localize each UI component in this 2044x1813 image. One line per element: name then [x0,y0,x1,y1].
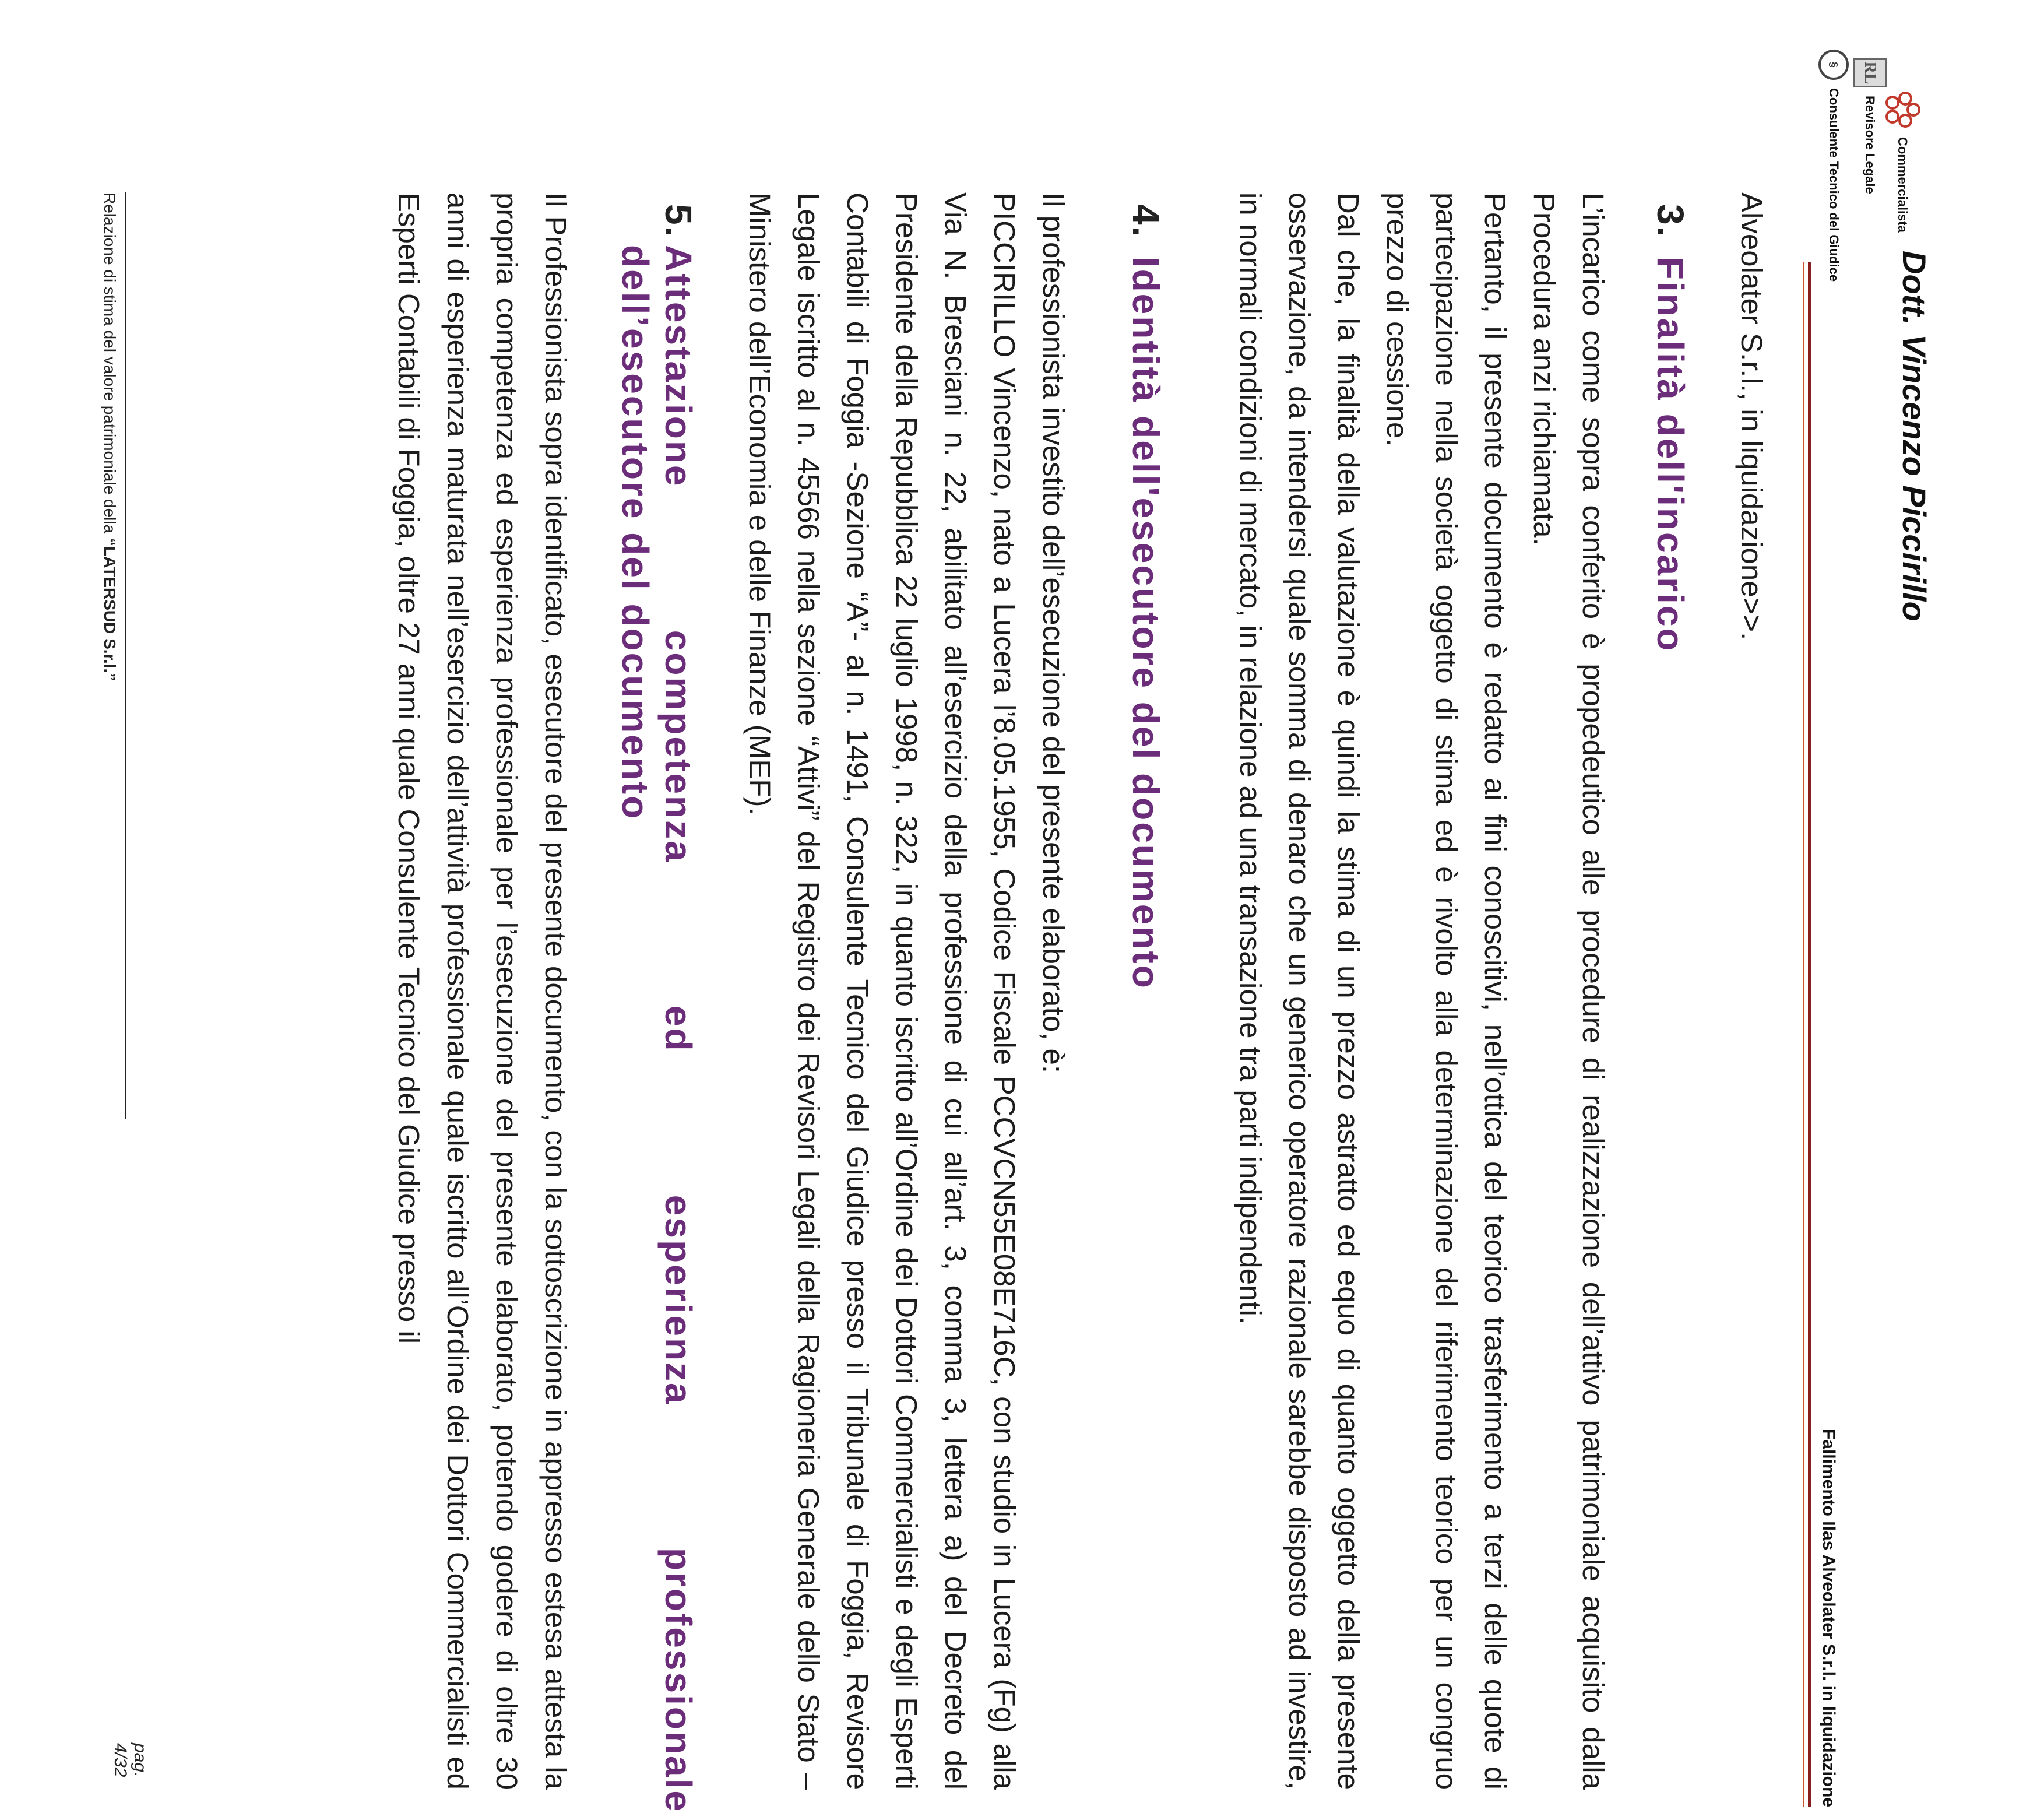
author-name: Dott. Vincenzo Piccirillo [1896,251,1933,621]
section-5-number: 5. [657,204,699,239]
logo-commercialista [1883,90,1922,233]
section-5-title-line1 [657,204,700,1813]
section-4-title: Identità dell'esecutore del documento [1125,257,1167,990]
section-4-paragraph: Il professionista investito dell’esecuzione del presente elaborato, è: [1037,192,1070,1074]
section-4-number: 4. [1125,204,1167,239]
section-3-heading [1649,192,1692,1790]
consulente-tecnico-seal-icon: § [1818,50,1849,80]
section-3-title: Finalità dell'incarico [1649,257,1691,653]
header-rule-thin [1803,262,1804,1807]
logo-revisore [1853,58,1887,194]
footer-text [100,192,119,681]
section-3-number: 3. [1649,204,1691,239]
case-title: Fallimento Ilas Alveolater S.r.l. in liquidazione [1819,1428,1838,1807]
section-5-title-line2: dell’esecutore del documento [614,245,656,821]
logo-label-commercialista: Commercialista [1895,137,1910,233]
intro-line: Alveolater S.r.l., in liquidazione>>. [1735,192,1768,641]
section-5-heading [614,192,700,1813]
section-3-paragraph: Pertanto, il presente documento è redatto ai fini conoscitivi, nell’ottica del teorico trasferimento a terzi delle quote di partecipazione nella società oggetto di stima ed è rivolto alla determinazione del riferimento teorico per un congruo prezzo di cessione. [1381,192,1512,1790]
logo-consulente [1818,50,1849,282]
header-rule-thick [1808,262,1811,1807]
document-body [384,192,1776,1813]
section-5-paragraph: Il Professionista sopra identificato, esecutore del presente documento, con la sottoscrizione in appresso estesa attesta la propria competenza ed esperienza professionale per l’esecuzione del presente elaborato, potendo godere di oltre 30 anni di esperienza maturata nell’esercizio dell’attività professionale quale iscritto all’Ordine dei Dottori Commercialisti ed Esperti Contabili di Foggia, oltre 27 anni quale Consulente Tecnico del Giudice presso il [392,192,572,1790]
section-4-paragraph: PICCIRILLO Vincenzo, nato a Lucera l’8.05.1955, Codice Fiscale PCCVCN55E08E716C, con studio in Lucera (Fg) alla Via N. Bresciani n. 22, abilitato all’esercizio della professione di cui all’art. 3, comma 3, lettera a) del Decreto del Presidente della Repubblica 22 luglio 1998, n. 322, in quanto iscritto all’Ordine dei Dottori Commercialisti e degli Esperti Contabili di Foggia -Sezione “A”- al n. 1491, Consulente Tecnico del Giudice presso il Tribunale di Foggia, Revisore Legale iscritto al n. 45566 nella sezione “Attivi” del Registro dei Revisori Legali della Ragioneria Generale dello Stato – Ministero dell’Economia e delle Finanze (MEF). [743,192,1021,1790]
section-3-paragraph: Dal che, la finalità della valutazione è quindi la stima di un prezzo astratto ed equo di quanto oggetto della presente osservazione, da intendersi quale somma di denaro che un generico operatore razionale sarebbe disposto ad investire, in normali condizioni di mercato, in relazione ad una transazione tra parti indipendenti. [1234,192,1365,1790]
revisore-legale-logo-icon: RL [1853,58,1887,87]
footer-rule [125,192,126,1119]
footer-company-name: “LATERSUD S.r.l.” [101,537,119,681]
logo-label-consulente: Consulente Tecnico del Giudice [1827,88,1841,282]
section-3-paragraph: L’incarico come sopra conferito è propedeutico alle procedure di realizzazione dell’attivo patrimoniale acquisito dalla Procedura anzi richiamata. [1528,192,1610,1790]
commercialista-rosette-icon [1883,90,1922,129]
footer-text-prefix: Relazione di stima del valore patrimoniale della [101,192,119,538]
section-5-title-text: Attestazione competenza ed esperienza professionale [657,245,699,1813]
logo-label-revisore: Revisore Legale [1863,96,1877,194]
page-number: pag. 4/32 [111,1743,150,1777]
section-4-heading [1124,192,1167,1790]
